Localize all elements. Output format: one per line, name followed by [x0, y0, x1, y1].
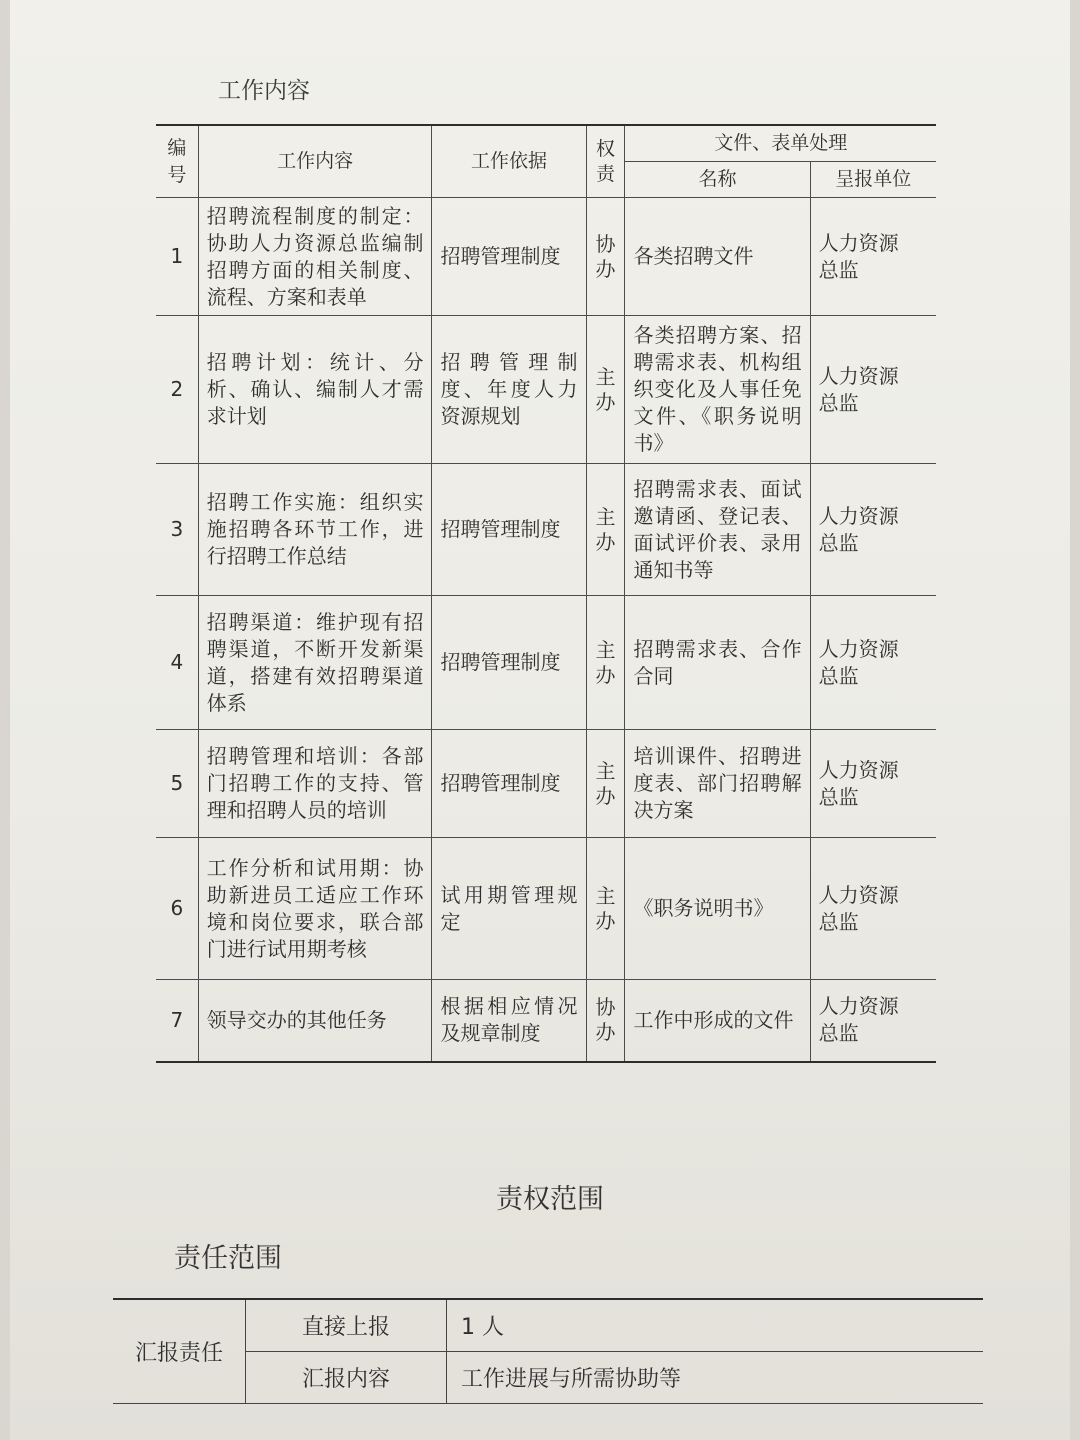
row-authority: 主 办	[586, 316, 625, 464]
table-row	[156, 316, 936, 464]
row-doc-name: 各类招聘文件	[625, 198, 810, 316]
row-content: 招聘渠道：维护现有招聘渠道，不断开发新渠道，搭建有效招聘渠道体系	[198, 596, 432, 730]
row-number: 3	[156, 464, 198, 596]
row-doc-name: 工作中形成的文件	[625, 980, 810, 1062]
row-number: 6	[156, 838, 198, 980]
table-row	[156, 596, 936, 730]
row-number: 1	[156, 198, 198, 316]
subsection-title-responsibility: 责任范围	[174, 1243, 282, 1274]
header-authority: 权 责	[586, 125, 625, 198]
row-basis: 招聘管理制度	[432, 198, 586, 316]
row-doc-name: 《职务说明书》	[625, 838, 810, 980]
row-report-unit: 人力资源 总监	[810, 464, 936, 596]
table-row	[156, 198, 936, 316]
row-authority: 主 办	[586, 596, 625, 730]
report-responsibility-label: 汇报责任	[113, 1299, 246, 1404]
row-doc-name: 各类招聘方案、招聘需求表、机构组织变化及人事任免文件、《职务说明书》	[625, 316, 810, 464]
row-basis: 招聘管理制度	[432, 596, 586, 730]
table-row	[156, 464, 936, 596]
table-row	[113, 1299, 983, 1352]
row-content: 招聘计划：统计、分析、确认、编制人才需求计划	[198, 316, 432, 464]
row-content: 招聘工作实施：组织实施招聘各环节工作，进行招聘工作总结	[198, 464, 432, 596]
direct-report-value: 1 人	[447, 1299, 984, 1352]
row-report-unit: 人力资源 总监	[810, 198, 936, 316]
report-content-value: 工作进展与所需协助等	[447, 1352, 984, 1404]
header-report-unit: 呈报单位	[810, 162, 936, 198]
table-row	[156, 980, 936, 1062]
table-row	[156, 838, 936, 980]
row-authority: 主 办	[586, 838, 625, 980]
row-basis: 招聘管理制度、年度人力资源规划	[432, 316, 586, 464]
report-content-label: 汇报内容	[246, 1352, 447, 1404]
row-content: 工作分析和试用期：协助新进员工适应工作环境和岗位要求，联合部门进行试用期考核	[198, 838, 432, 980]
header-doc-name: 名称	[625, 162, 810, 198]
section-title-scope: 责权范围	[496, 1184, 604, 1215]
row-basis: 试用期管理规定	[432, 838, 586, 980]
row-report-unit: 人力资源 总监	[810, 838, 936, 980]
row-authority: 协 办	[586, 198, 625, 316]
row-number: 4	[156, 596, 198, 730]
row-basis: 招聘管理制度	[432, 464, 586, 596]
row-content: 招聘流程制度的制定：协助人力资源总监编制招聘方面的相关制度、流程、方案和表单	[198, 198, 432, 316]
row-report-unit: 人力资源 总监	[810, 980, 936, 1062]
header-work-content: 工作内容	[198, 125, 432, 198]
row-doc-name: 招聘需求表、合作合同	[625, 596, 810, 730]
report-responsibility-table	[113, 1298, 983, 1404]
row-doc-name: 招聘需求表、面试邀请函、登记表、面试评价表、录用通知书等	[625, 464, 810, 596]
row-content: 领导交办的其他任务	[198, 980, 432, 1062]
row-number: 7	[156, 980, 198, 1062]
table-row	[156, 730, 936, 838]
row-number: 5	[156, 730, 198, 838]
header-number: 编 号	[156, 125, 198, 198]
work-content-table	[156, 124, 936, 1063]
row-authority: 协 办	[586, 980, 625, 1062]
section-title-work-content: 工作内容	[218, 78, 310, 104]
direct-report-label: 直接上报	[246, 1299, 447, 1352]
row-number: 2	[156, 316, 198, 464]
header-documents: 文件、表单处理	[625, 125, 936, 162]
row-report-unit: 人力资源 总监	[810, 316, 936, 464]
row-doc-name: 培训课件、招聘进度表、部门招聘解决方案	[625, 730, 810, 838]
row-report-unit: 人力资源 总监	[810, 596, 936, 730]
row-content: 招聘管理和培训：各部门招聘工作的支持、管理和招聘人员的培训	[198, 730, 432, 838]
header-work-basis: 工作依据	[432, 125, 586, 198]
row-authority: 主 办	[586, 464, 625, 596]
document-page	[10, 0, 1070, 1440]
row-basis: 根据相应情况及规章制度	[432, 980, 586, 1062]
row-authority: 主 办	[586, 730, 625, 838]
row-basis: 招聘管理制度	[432, 730, 586, 838]
row-report-unit: 人力资源 总监	[810, 730, 936, 838]
